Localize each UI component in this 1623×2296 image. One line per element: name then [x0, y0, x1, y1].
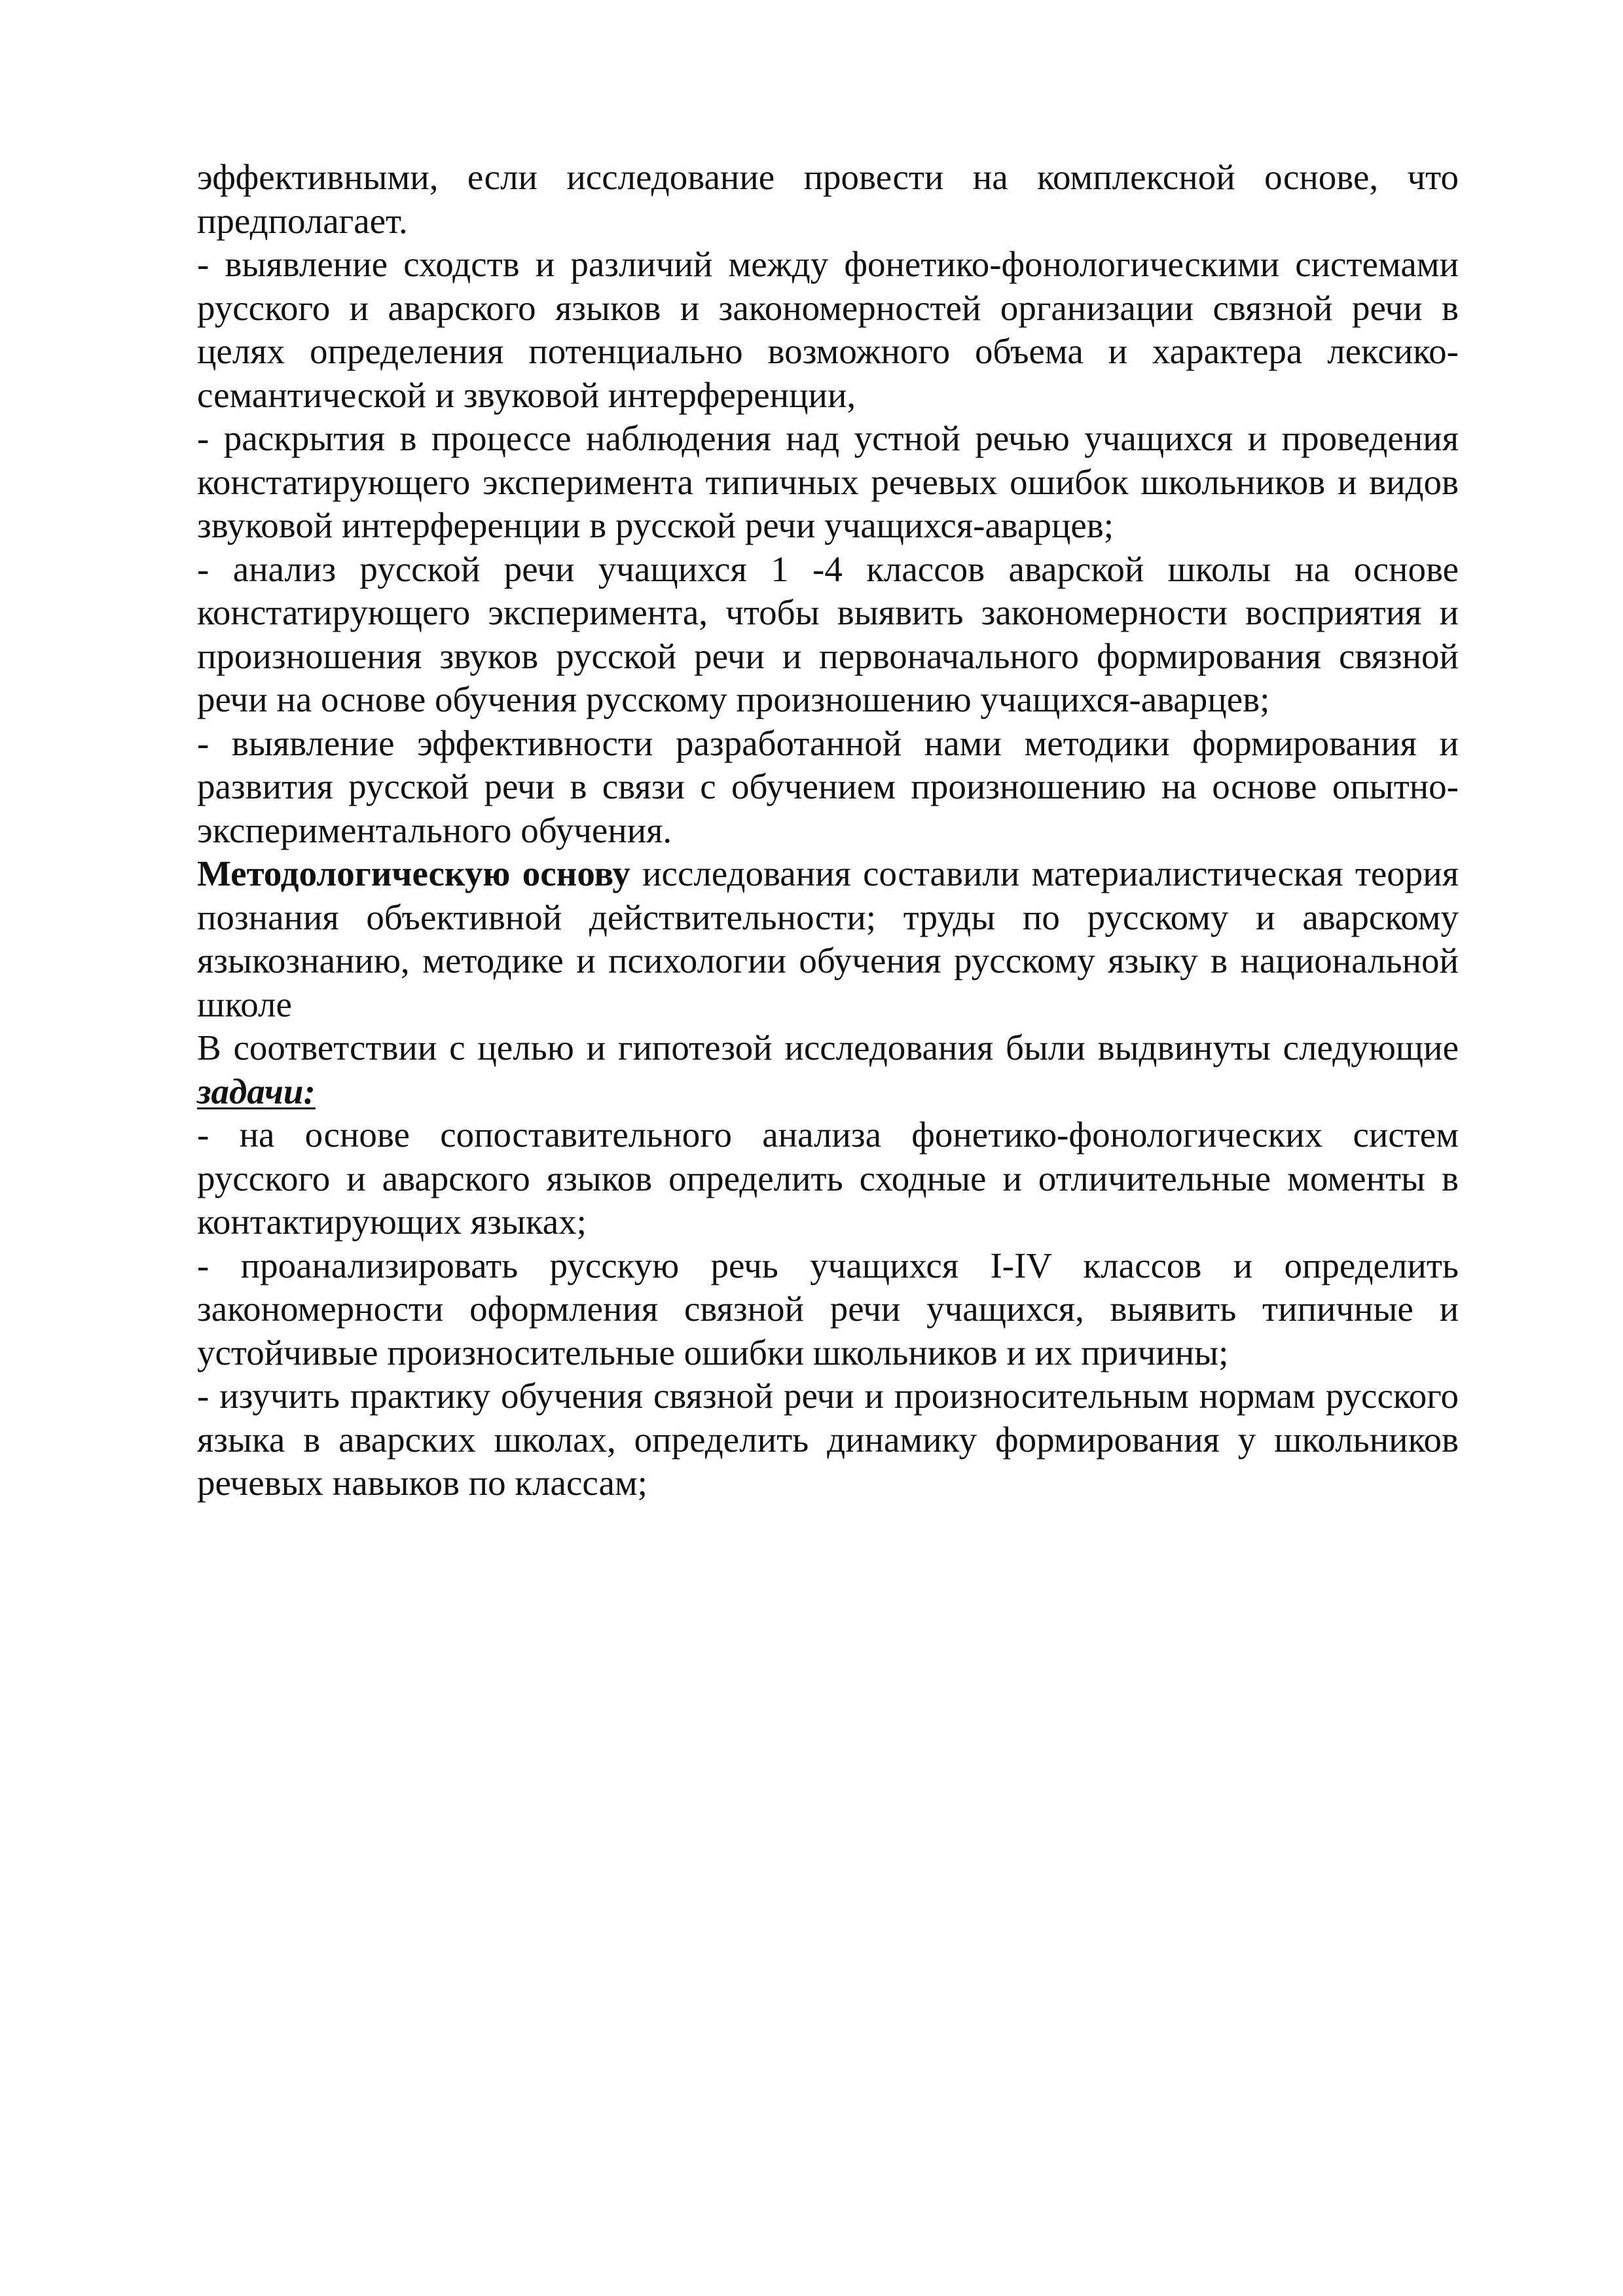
body-text [197, 156, 1459, 1505]
methodology-text: исследования составили материалистическая теория познания объективной действительности; труды по русскому и аварскому языкознанию, методике и психологии обучения русскому языку в национальной школе [197, 853, 1459, 1024]
paragraph-similarities: - выявление сходств и различий между фонетико-фонологическими системами русского и аварского языков и закономерностей организации связной речи в целях определения потенциально возможного объема и характера лексико-семантической и звуковой интерференции, [197, 244, 1459, 415]
paragraph-disclosure: - раскрытия в процессе наблюдения над устной речью учащихся и проведения констатирующего эксперимента типичных речевых ошибок школьников и видов звуковой интерференции в русской речи учащихся-аварцев; [197, 418, 1459, 545]
paragraph-analysis: - анализ русской речи учащихся 1 -4 классов аварской школы на основе констатирующего эксперимента, чтобы выявить закономерности восприятия и произношения звуков русской речи и первоначального формирования связной речи на основе обучения русскому произношению учащихся-аварцев; [197, 548, 1459, 719]
paragraph-task-practice: - изучить практику обучения связной речи и произносительным нормам русского языка в аварских школах, определить динамику формирования у школьников речевых навыков по классам; [197, 1376, 1459, 1503]
methodology-heading: Методологическую основу [197, 853, 630, 893]
tasks-intro-text: В соответствии с целью и гипотезой исследования были выдвинуты следующие [197, 1028, 1459, 1067]
paragraph-task-comparative: - на основе сопоставительного анализа фонетико-фонологических систем русского и аварского языков определить сходные и отличительные моменты в контактирующих языках; [197, 1115, 1459, 1242]
paragraph-effectiveness: - выявление эффективности разработанной нами методики формирования и развития русской речи в связи с обучением произношению на основе опытно-экспериментального обучения. [197, 723, 1459, 850]
paragraph-methodology [197, 852, 1459, 1026]
paragraph-intro: эффективными, если исследование провести на комплексной основе, что предполагает. [197, 157, 1459, 241]
paragraph-tasks-intro [197, 1026, 1459, 1113]
tasks-label: задачи: [197, 1071, 316, 1111]
paragraph-task-speech-analysis: - проанализировать русскую речь учащихся I-IV классов и определить закономерности оформления связной речи учащихся, выявить типичные и устойчивые произносительные ошибки школьников и их причины; [197, 1245, 1459, 1372]
